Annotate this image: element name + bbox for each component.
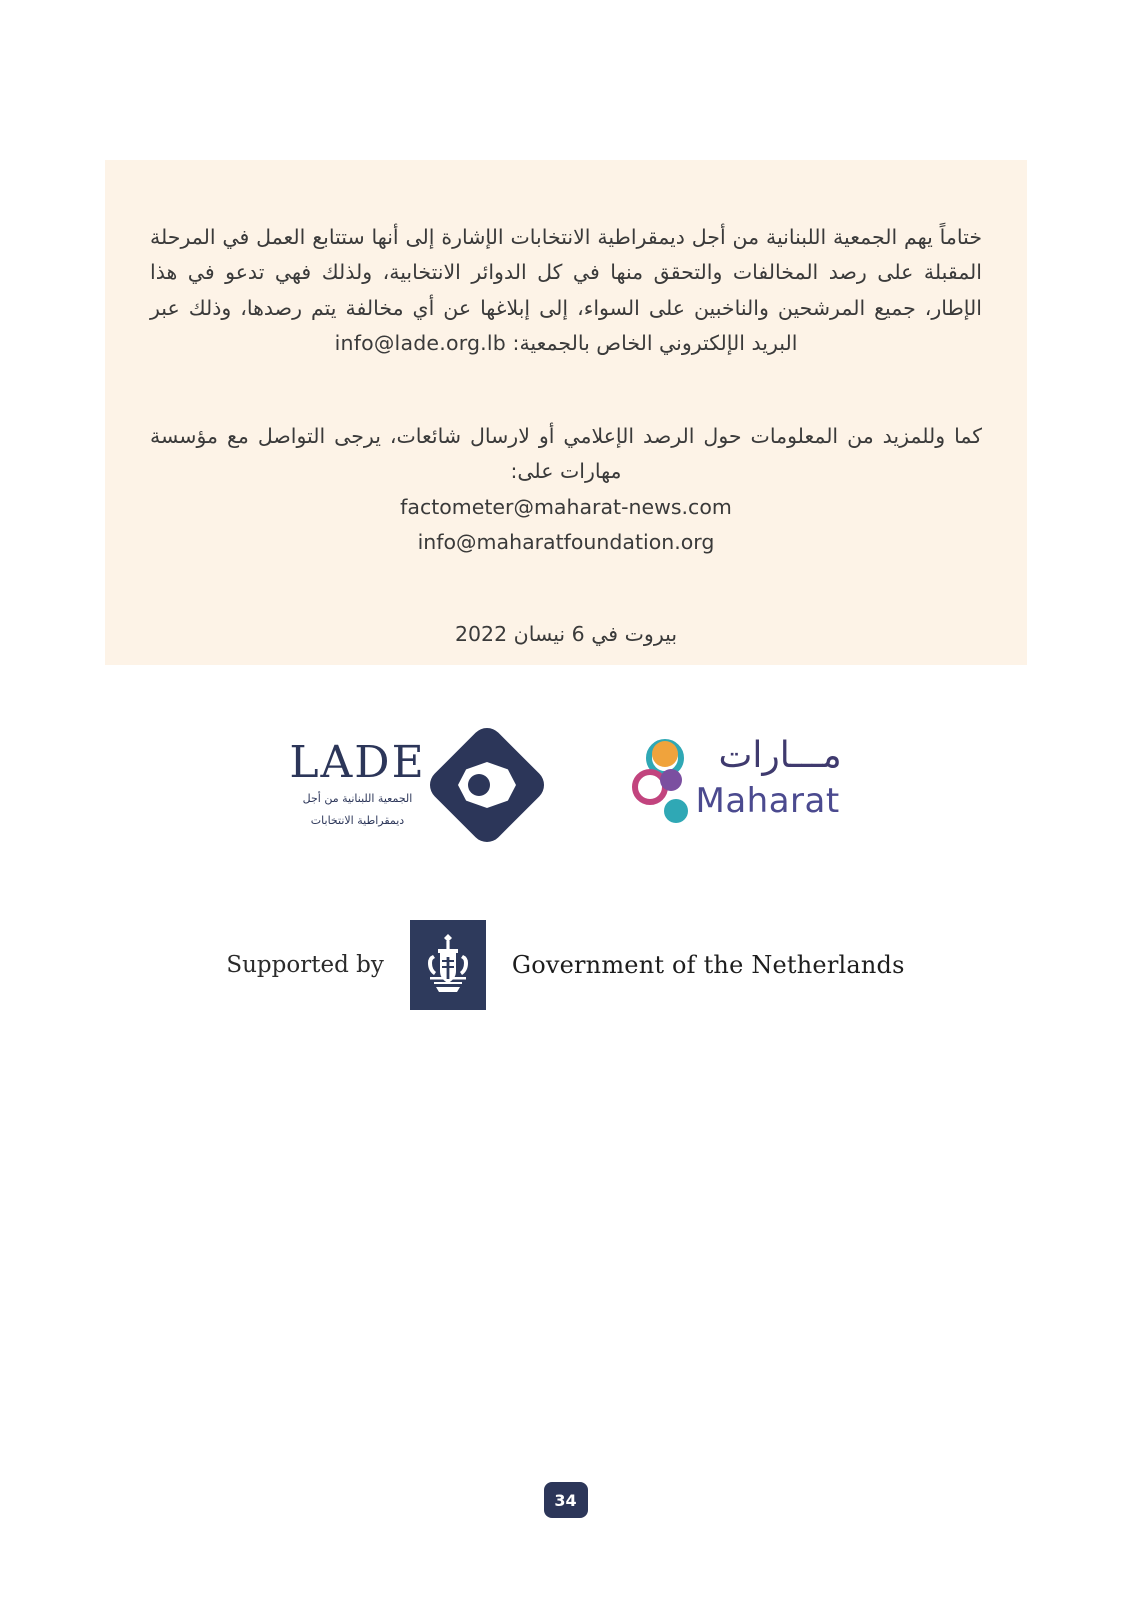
lade-subtitle-line-2: ديمقراطية الانتخابات	[310, 814, 405, 827]
netherlands-coat-of-arms-icon	[410, 920, 486, 1010]
lade-wordmark: LADE	[289, 737, 426, 789]
email-factometer[interactable]: factometer@maharat-news.com	[400, 494, 732, 519]
supported-by-row	[0, 920, 1131, 1010]
maharat-latin-wordmark: Maharat	[695, 780, 840, 821]
maharat-orange-dot-icon	[652, 741, 678, 767]
lade-subtitle-line-1: الجمعية اللبنانية من أجل	[302, 792, 413, 806]
netherlands-government-label: Government of the Netherlands	[511, 951, 905, 979]
paragraph-spacer	[150, 361, 982, 419]
lade-eye-white-shape	[458, 762, 516, 808]
lade-text-block	[289, 737, 426, 829]
supported-by-label: Supported by	[226, 952, 384, 978]
email-maharat-foundation[interactable]: info@maharatfoundation.org	[417, 529, 715, 554]
lade-logo	[289, 737, 531, 830]
closing-paragraph-1: ختاماً يهم الجمعية اللبنانية من أجل ديمقراطية الانتخابات الإشارة إلى أنها ستتابع العمل في المرحلة المقبلة على رصد المخالفات والتحقق منها في كل الدوائر الانتخابية، ولذلك فهي تدعو في هذا الإطار، جميع المرشحين والناخبين على السواء، إلى إبلاغها عن أي مخالفة يتم رصدها، وذلك عبر البريد الإلكتروني الخاص بالجمعية: info@lade.org.lb	[150, 225, 982, 355]
page-number-badge: 34	[544, 1482, 588, 1518]
dateline: بيروت في 6 نيسان 2022	[454, 622, 678, 646]
maharat-arabic-wordmark: مـــارات	[718, 734, 842, 776]
maharat-logo	[642, 733, 842, 838]
panel-content	[105, 160, 1027, 646]
closing-statement-panel	[105, 160, 1027, 665]
partner-logos-row	[0, 720, 1131, 850]
lade-eye-icon	[423, 721, 550, 848]
closing-paragraph-2: كما وللمزيد من المعلومات حول الرصد الإعلامي أو لارسال شائعات، يرجى التواصل مع مؤسسة مهارات على:	[150, 424, 982, 484]
maharat-purple-dot-icon	[660, 769, 682, 791]
lade-pupil-icon	[468, 774, 490, 796]
maharat-teal-dot-icon	[664, 799, 688, 823]
